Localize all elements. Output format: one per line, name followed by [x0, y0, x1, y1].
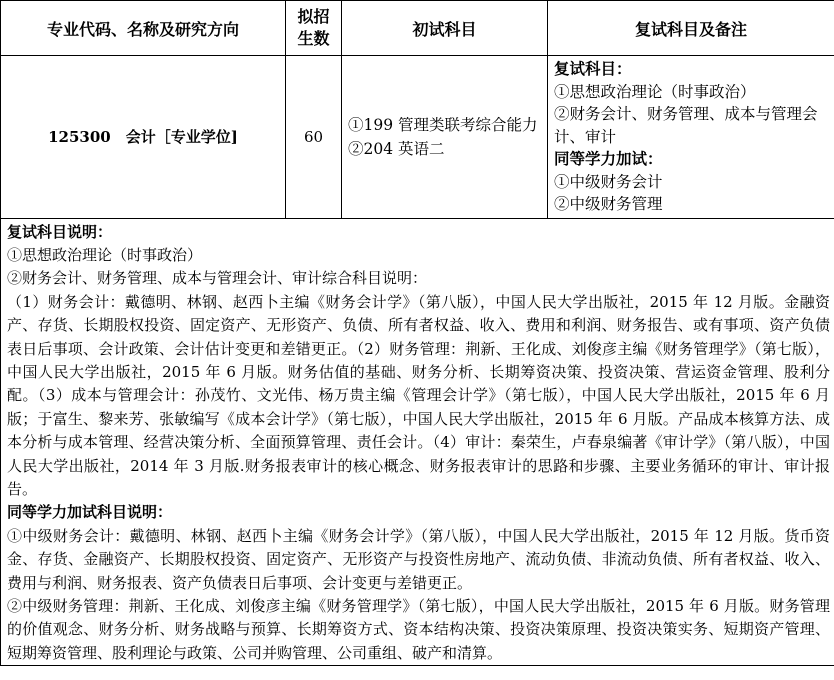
retest-cell	[548, 56, 834, 219]
retest-notes-heading: 复试科目说明：	[7, 222, 113, 241]
header-plan-line1: 拟招	[297, 7, 330, 26]
equiv-notes-heading: 同等学力加试科目说明：	[7, 503, 173, 522]
header-row	[1, 1, 834, 56]
equiv-item: ①中级财务会计	[554, 172, 663, 191]
retest-item: ①思想政治理论（时事政治）	[554, 82, 756, 101]
retest-notes-item: ②财务会计、财务管理、成本与管理会计、审计综合科目说明：	[7, 269, 428, 288]
major-name: 125300 会计［专业学位]	[1, 56, 286, 219]
equiv-notes-item: ②中级财务管理：荆新、王化成、刘俊彦主编《财务管理学》（第七版），中国人民大学出版社，2015 年 6 月版。财务管理的价值观念、财务分析、财务战略与预算、长期筹资方式、资本结构决策、投资决策原理、投资决策实务、短期资产管理、短期筹资管理、股利理论与政策、公司并购管理、公司重组、破产和清算。	[7, 597, 830, 662]
first-exam-item: ②204 英语二	[348, 139, 445, 158]
header-plan-line2: 生数	[297, 29, 330, 48]
first-exam-cell	[342, 56, 548, 219]
retest-notes-item: ①思想政治理论（时事政治）	[7, 245, 203, 264]
plan-count: 60	[286, 56, 342, 219]
notes-row	[1, 218, 834, 666]
retest-item: ②财务会计、财务管理、成本与管理会计、审计	[554, 105, 818, 146]
header-plan	[286, 1, 342, 56]
retest-title: 复试科目：	[554, 59, 632, 78]
retest-notes-detail: （1）财务会计：戴德明、林钢、赵西卜主编《财务会计学》（第八版），中国人民大学出版社，2015 年 12 月版。金融资产、存货、长期股权投资、固定资产、无形资产、负债、所有者权益、收入、费用和利润、财务报告、或有事项、资产负债表日后事项、会计政策、会计估计变更和差错更正。（2）财务管理：荆新、王化成、刘俊彦主编《财务管理学》（第七版），中国人民大学出版社，2015 年 6 月版。财务估值的基础、财务分析、长期筹资决策、投资决策、营运资金管理、股利分配。（3）成本与管理会计：孙茂竹、文光伟、杨万贵主编《管理会计学》（第七版），中国人民大学出版社，2015 年 6 月版；于富生、黎来芳、张敏编写《成本会计学》（第七版），中国人民大学出版社，2015 年 6 月版。产品成本核算方法、成本分析与成本管理、经营决策分析、全面预算管理、责任会计。（4）审计：秦荣生，卢春泉编著《审计学》（第八版），中国人民大学出版社，2014 年 3 月版.财务报表审计的核心概念、财务报表审计的思路和步骤、主要业务循环的审计、审计报告。	[7, 292, 830, 498]
header-major: 专业代码、名称及研究方向	[1, 1, 286, 56]
header-first-exam: 初试科目	[342, 1, 548, 56]
equiv-notes-item: ①中级财务会计：戴德明、林钢、赵西卜主编《财务会计学》（第八版），中国人民大学出版社，2015 年 12 月版。货币资金、存货、金融资产、长期股权投资、固定资产、无形资产与投资性房地产、流动负债、非流动负债、所有者权益、收入、费用与利润、财务报表、资产负债表日后事项、会计变更与差错更正。	[7, 526, 830, 592]
program-row	[1, 56, 834, 219]
notes-cell	[1, 218, 834, 666]
equiv-item: ②中级财务管理	[554, 195, 663, 213]
equiv-title: 同等学力加试：	[554, 149, 663, 168]
header-retest: 复试科目及备注	[548, 1, 834, 56]
first-exam-item: ①199 管理类联考综合能力	[348, 115, 538, 134]
